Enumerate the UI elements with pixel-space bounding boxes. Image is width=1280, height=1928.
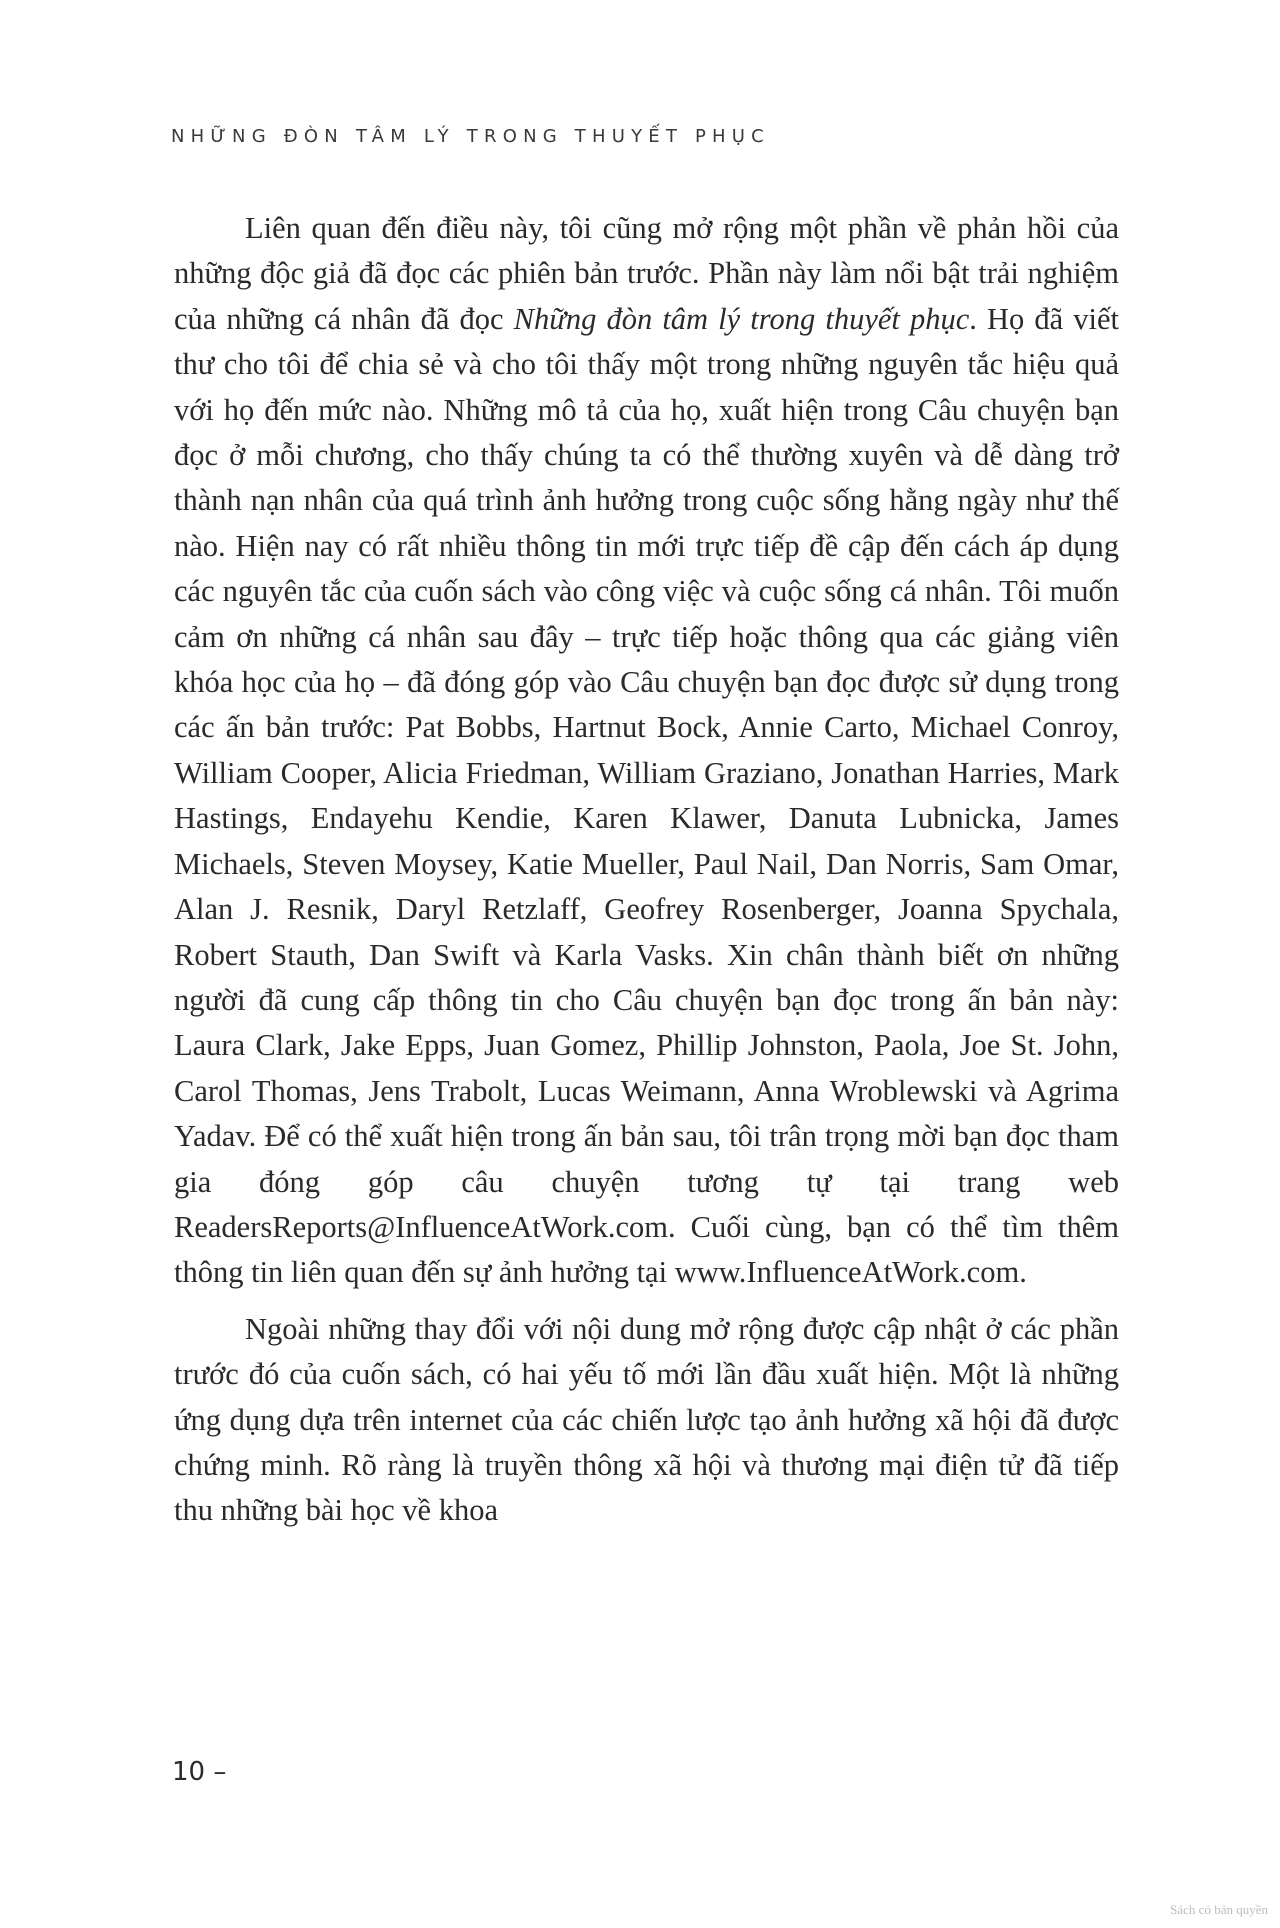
- paragraph-1: [174, 206, 1119, 1296]
- copyright-watermark: Sách có bản quyền: [1170, 1902, 1268, 1917]
- paragraph-1-intro: Liên quan đến điều này, tôi cũng mở rộng một phần về phản hồi của những độc giả đã đọc các phiên bản trước. Phần này làm nổi bật trải nghiệm của những cá nhân đã đọc: [174, 211, 1119, 336]
- body-text: [174, 206, 1119, 1534]
- paragraph-1-rest: . Họ đã viết thư cho tôi để chia sẻ và cho tôi thấy một trong những nguyên tắc hiệu quả với họ đến mức nào. Những mô tả của họ, xuất hiện trong Câu chuyện bạn đọc ở mỗi chương, cho thấy chúng ta có thể thường xuyên và dễ dàng trở thành nạn nhân của quá trình ảnh hưởng trong cuộc sống hằng ngày như thế nào. Hiện nay có rất nhiều thông tin mới trực tiếp đề cập đến cách áp dụng các nguyên tắc của cuốn sách vào công việc và cuộc sống cá nhân. Tôi muốn cảm ơn những cá nhân sau đây – trực tiếp hoặc thông qua các giảng viên khóa học của họ – đã đóng góp vào Câu chuyện bạn đọc được sử dụng trong các ấn bản trước: Pat Bobbs, Hartnut Bock, Annie Carto, Michael Conroy, William Cooper, Alicia Friedman, William Graziano, Jonathan Harries, Mark Hastings, Endayehu Kendie, Karen Klawer, Danuta Lubnicka, James Michaels, Steven Moysey, Katie Mueller, Paul Nail, Dan Norris, Sam Omar, Alan J. Resnik, Daryl Retzlaff, Geofrey Rosenberger, Joanna Spychala, Robert Stauth, Dan Swift và Karla Vasks. Xin chân thành biết ơn những người đã cung cấp thông tin cho Câu chuyện bạn đọc trong ấn bản này: Laura Clark, Jake Epps, Juan Gomez, Phillip Johnston, Paola, Joe St. John, Carol Thomas, Jens Trabolt, Lucas Weimann, Anna Wroblewski và Agrima Yadav. Để có thể xuất hiện trong ấn bản sau, tôi trân trọng mời bạn đọc tham gia đóng góp câu chuyện tương tự tại trang web ReadersReports@InfluenceAtWork.com. Cuối cùng, bạn có thể tìm thêm thông tin liên quan đến sự ảnh hưởng tại www.InfluenceAtWork.com.: [174, 301, 1120, 1290]
- page-number: 10 –: [172, 1757, 227, 1787]
- running-header: NHỮNG ĐÒN TÂM LÝ TRONG THUYẾT PHỤC: [171, 126, 770, 147]
- book-title-italic: Những đòn tâm lý trong thuyết phục: [513, 301, 970, 336]
- paragraph-2: Ngoài những thay đổi với nội dung mở rộng được cập nhật ở các phần trước đó của cuốn sách, có hai yếu tố mới lần đầu xuất hiện. Một là những ứng dụng dựa trên internet của các chiến lược tạo ảnh hưởng xã hội đã được chứng minh. Rõ ràng là truyền thông xã hội và thương mại điện tử đã tiếp thu những bài học về khoa: [174, 1311, 1119, 1528]
